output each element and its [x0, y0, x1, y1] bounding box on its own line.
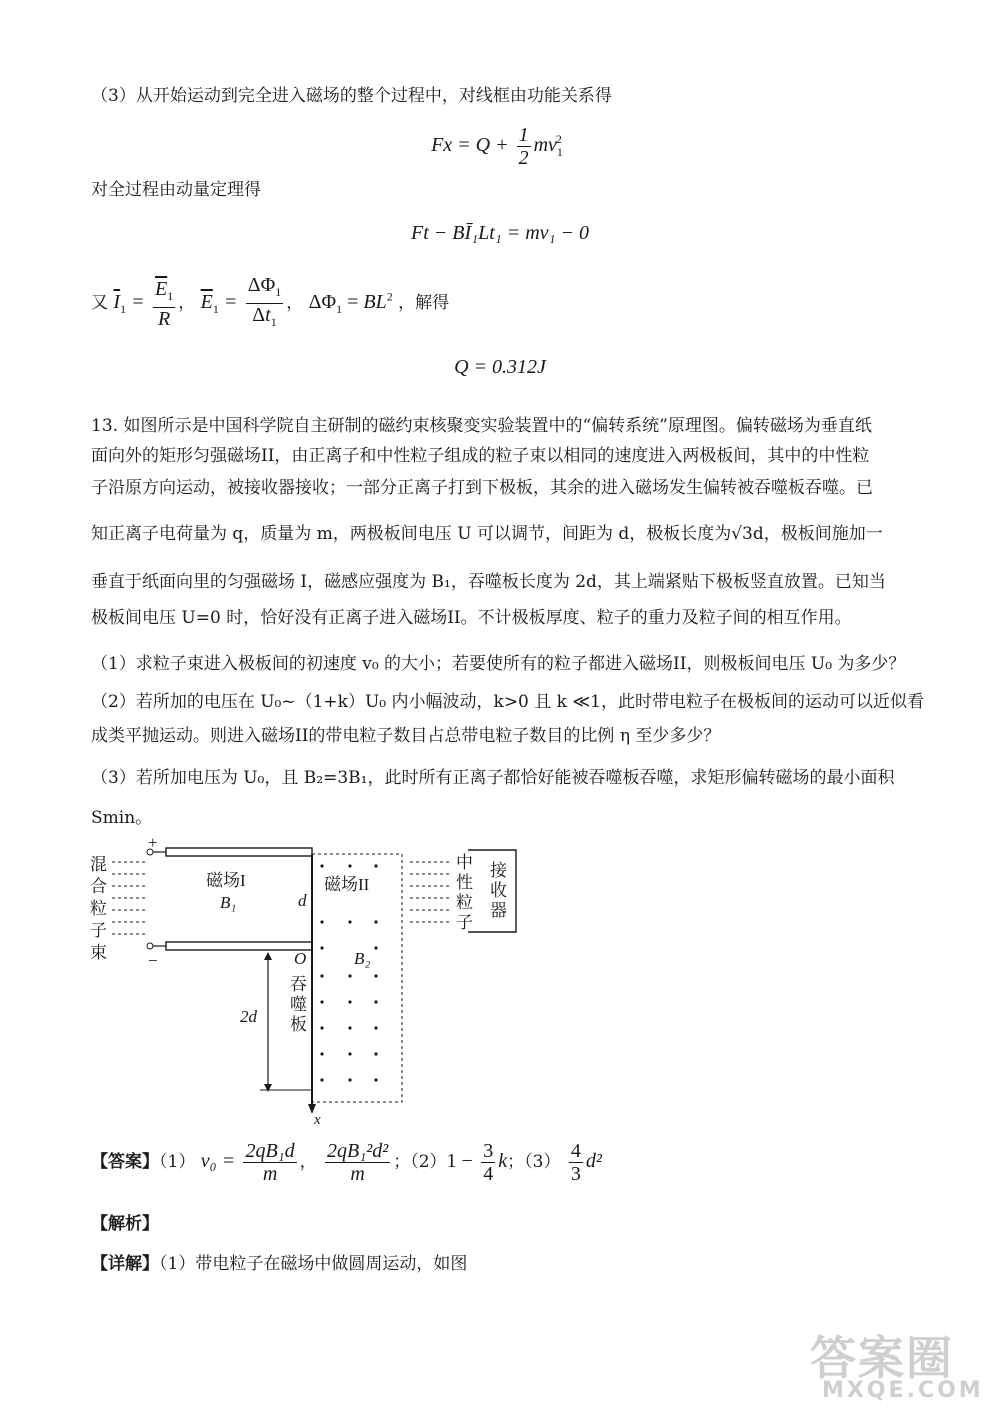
x-label: x: [314, 1112, 321, 1126]
p13-line: 13. 如图所示是中国科学院自主研制的磁约束核聚变实验装置中的“偏转系统”原理图。偏转磁场为垂直纸: [91, 416, 872, 436]
eq1-num: 1: [518, 124, 529, 146]
frac-num: 2qB₁²d²: [327, 1140, 389, 1162]
section3-intro: （3）从开始运动到完全进入磁场的整个过程中，对线框由功能关系得: [91, 86, 612, 106]
answer-label: 【答案】: [91, 1152, 159, 1172]
frac-den: m: [262, 1163, 278, 1185]
answer-line: [91, 1140, 602, 1185]
field2-dots: [320, 864, 377, 1081]
field2-label: 磁场II: [324, 875, 370, 894]
analysis-heading: [91, 1210, 909, 1238]
answer-frac-3: [481, 1140, 495, 1185]
answer-3-prefix: 1 −: [446, 1150, 473, 1172]
momentum-equation: Ft − BĪ₁Lt₁ = mv₁ − 0: [411, 222, 589, 244]
heat-result: Q = 0.312J: [454, 356, 546, 378]
p13-line: 面向外的矩形匀强磁场II，由正离子和中性粒子组成的粒子束以相同的速度进入两极板间，其中的中性粒: [91, 446, 870, 466]
answer-frac-1: [243, 1140, 296, 1185]
relations-line: 又 $\overline{I}_1$ = $\frac{\overline{E}_1}{R}$ ， $\overline{E}_1$ = $\frac{\Delta\Phi_1}{\Delta t_1}$ ， $\Delta\Phi_1 = BL^2$ ，解得: [91, 274, 449, 333]
answer-part3: ；（3）: [507, 1152, 561, 1172]
beam-char: 束: [90, 943, 107, 962]
minus-sign: −: [148, 951, 158, 970]
detail-label: 【详解】: [91, 1254, 159, 1274]
eq1-left: Fx = Q +: [431, 134, 509, 157]
eq1-right: mv: [533, 134, 557, 157]
neutral-char: 子: [456, 913, 473, 932]
absorber-char: 板: [290, 1015, 307, 1034]
neutral-beam: [410, 862, 450, 922]
frac-den: 3: [570, 1163, 581, 1185]
momentum-intro: 对全过程由动量定理得: [91, 180, 261, 200]
current-fraction: $\frac{\overline{E}_1}{R}$: [154, 277, 174, 330]
neutral-char: 粒: [456, 893, 473, 912]
p13-line: 垂直于纸面向里的匀强磁场 I，磁感应强度为 B₁，吞噬板长度为 2d，其上端紧贴下极板竖直放置。已知当: [91, 572, 886, 592]
plus-sign: +: [148, 836, 158, 852]
answer-part1: （1）: [159, 1152, 196, 1172]
receiver-char: 收: [490, 881, 507, 900]
receiver-char: 接: [490, 861, 507, 880]
frac-num: 2qB₁d: [245, 1140, 295, 1162]
deflection-figure: [80, 836, 540, 1126]
frac-den: 4: [483, 1163, 494, 1185]
p13-line: Smin。: [91, 808, 153, 828]
eq1-den: 2: [518, 147, 529, 169]
answer-part2: ；（2）: [393, 1152, 447, 1172]
frac-num: 4: [570, 1140, 581, 1162]
separator: ，: [299, 1152, 317, 1172]
answer-frac-4: [569, 1140, 583, 1185]
p13-line: 子沿原方向运动，被接收器接收；一部分正离子打到下极板，其余的进入磁场发生偏转被吞噬板吞噬。已: [91, 478, 873, 498]
two-d-label: 2d: [240, 1007, 257, 1026]
p13-line: 成类平抛运动。则进入磁场II的带电粒子数目占总带电粒子数目的比例 η 至少多少？: [91, 726, 721, 746]
frac-num: 3: [483, 1140, 494, 1162]
p13-line: 知正离子电荷量为 q，质量为 m，两极板间电压 U 可以调节，间距为 d，极板长度为√3d，极板间施加一: [91, 524, 883, 544]
also-prefix: 又: [91, 293, 108, 313]
beam-char: 子: [90, 921, 107, 940]
field1-label: 磁场I: [206, 871, 246, 890]
v0-symbol: v₀ =: [200, 1150, 236, 1172]
answer-4-d: d²: [585, 1150, 602, 1172]
frac-den: m: [350, 1163, 365, 1185]
eq1-fraction: [517, 124, 531, 169]
also-suffix: ，解得: [398, 293, 450, 313]
lower-plate: [166, 942, 312, 950]
beam-char: 合: [90, 877, 107, 896]
answer-3-k: k: [498, 1150, 508, 1172]
answer-frac-2: [325, 1140, 390, 1185]
detail-line: [91, 1250, 909, 1278]
watermark-brand: 答案圈: [810, 1331, 954, 1385]
absorber-char: 噬: [290, 995, 307, 1014]
p13-line: （1）求粒子束进入极板间的初速度 v₀ 的大小；若要使所有的粒子都进入磁场II，则极板间电压 U₀ 为多少？: [91, 654, 906, 674]
energy-equation: Fx = Q + $\frac{1}{2}$ $mv_1^2$: [431, 124, 563, 169]
incoming-beam: [112, 862, 146, 934]
b1-label: B₁: [220, 893, 237, 912]
beam-char: 粒: [90, 899, 107, 918]
p13-line: 极板间电压 U=0 时，恰好没有正离子进入磁场II。不计极板厚度、粒子的重力及粒子间的相互作用。: [91, 608, 852, 628]
neutral-char: 中: [456, 853, 473, 872]
upper-plate: [166, 848, 312, 856]
absorber-char: 吞: [290, 975, 307, 994]
receiver-char: 器: [490, 901, 507, 920]
d-label: d: [298, 891, 307, 910]
watermark-site: MXQE.COM: [822, 1378, 984, 1403]
emf-fraction: $\frac{\Delta\Phi_1}{\Delta t_1}$: [247, 274, 282, 329]
beam-char: 混: [90, 855, 107, 874]
b2-label: B₂: [354, 949, 371, 968]
origin-label: O: [294, 949, 307, 968]
p13-line: （2）若所加的电压在 U₀~（1+k）U₀ 内小幅波动，k>0 且 k ≪1，此时带电粒子在极板间的运动可以近似看: [91, 692, 924, 712]
neutral-char: 性: [456, 873, 473, 892]
p13-line: （3）若所加电压为 U₀，且 B₂=3B₁，此时所有正离子都恰好能被吞噬板吞噬，求矩形偏转磁场的最小面积: [91, 768, 895, 788]
detail-text: （1）带电粒子在磁场中做圆周运动，如图: [159, 1254, 468, 1274]
analysis-label: 【解析】: [91, 1214, 159, 1234]
